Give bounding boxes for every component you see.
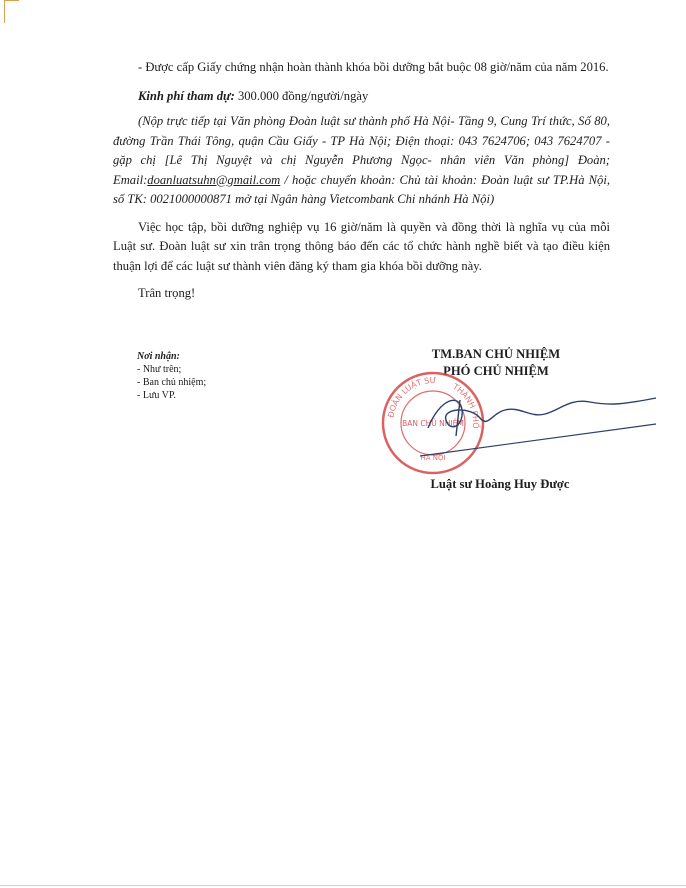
recipients-block — [137, 350, 206, 402]
signature-stroke-main — [428, 398, 656, 428]
fee-value: 300.000 đồng/người/ngày — [234, 88, 369, 103]
certificate-paragraph: - Được cấp Giấy chứng nhận hoàn thành khóa bồi dưỡng bắt buộc 08 giờ/năm của năm 2016. — [138, 60, 609, 74]
stamp-bottom-text: HÀ NỘI — [420, 454, 446, 462]
fee-line — [113, 87, 610, 107]
payment-note-part2: / hoặc chuyển khoản: Chủ tài khoản: Đoàn luật sư TP.Hà Nội, số TK: 0021000000871 mở tại Ngân hàng Vietcombank Chi nhánh Hà Nội) — [113, 172, 610, 206]
email-link[interactable]: doanluatsuhn@gmail.com — [147, 172, 281, 187]
recipient-item: - Ban chủ nhiệm; — [137, 377, 207, 388]
stamp-center-text: BAN CHỦ NHIỆM — [402, 419, 464, 428]
signer-name: Luật sư Hoàng Huy Được — [430, 477, 570, 491]
recipients-title: Nơi nhận: — [137, 351, 180, 362]
recipient-item: - Lưu VP. — [137, 390, 176, 401]
signature-title-line2: PHÓ CHỦ NHIỆM — [443, 364, 549, 378]
handwritten-signature — [420, 388, 660, 458]
page-bottom-edge — [0, 885, 686, 886]
stamp-left-text: ĐOÀN LUẬT SƯ — [386, 375, 437, 419]
scan-corner-mark — [4, 0, 19, 23]
closing-text: Trân trọng! — [138, 286, 196, 300]
payment-note — [113, 112, 610, 210]
fee-label: Kinh phí tham dự: — [138, 88, 235, 103]
stamp-top-text: THÀNH PHỐ — [451, 381, 481, 429]
signature-stroke-vertical — [456, 400, 460, 436]
payment-note-part1: (Nộp trực tiếp tại Văn phòng Đoàn luật sư thành phố Hà Nội- Tầng 9, Cung Trí thức, Số 80, đường Trần Thái Tông, quận Cầu Giấy - TP Hà Nội; Điện thoại: 043 7624706; 043 7624707 - gặp chị [Lê Thị Nguyệt và chị Nguyễn Phương Ngọc- nhân viên Văn phòng] Đoàn; Email: — [113, 114, 610, 187]
recipient-item: - Như trên; — [137, 364, 182, 375]
signature-title-line1: TM.BAN CHỦ NHIỆM — [431, 347, 561, 361]
body-text — [113, 58, 610, 304]
obligation-paragraph: Việc học tập, bồi dưỡng nghiệp vụ 16 giờ/năm là quyền và đồng thời là nghĩa vụ của mỗi Luật sư. Đoàn luật sư xin trân trọng thông báo đến các tổ chức hành nghề biết và tạo điều kiện thuận lợi để các luật sư thành viên đăng ký tham gia khóa bồi dưỡng này. — [113, 219, 610, 273]
signature-stroke-underline — [420, 424, 656, 456]
